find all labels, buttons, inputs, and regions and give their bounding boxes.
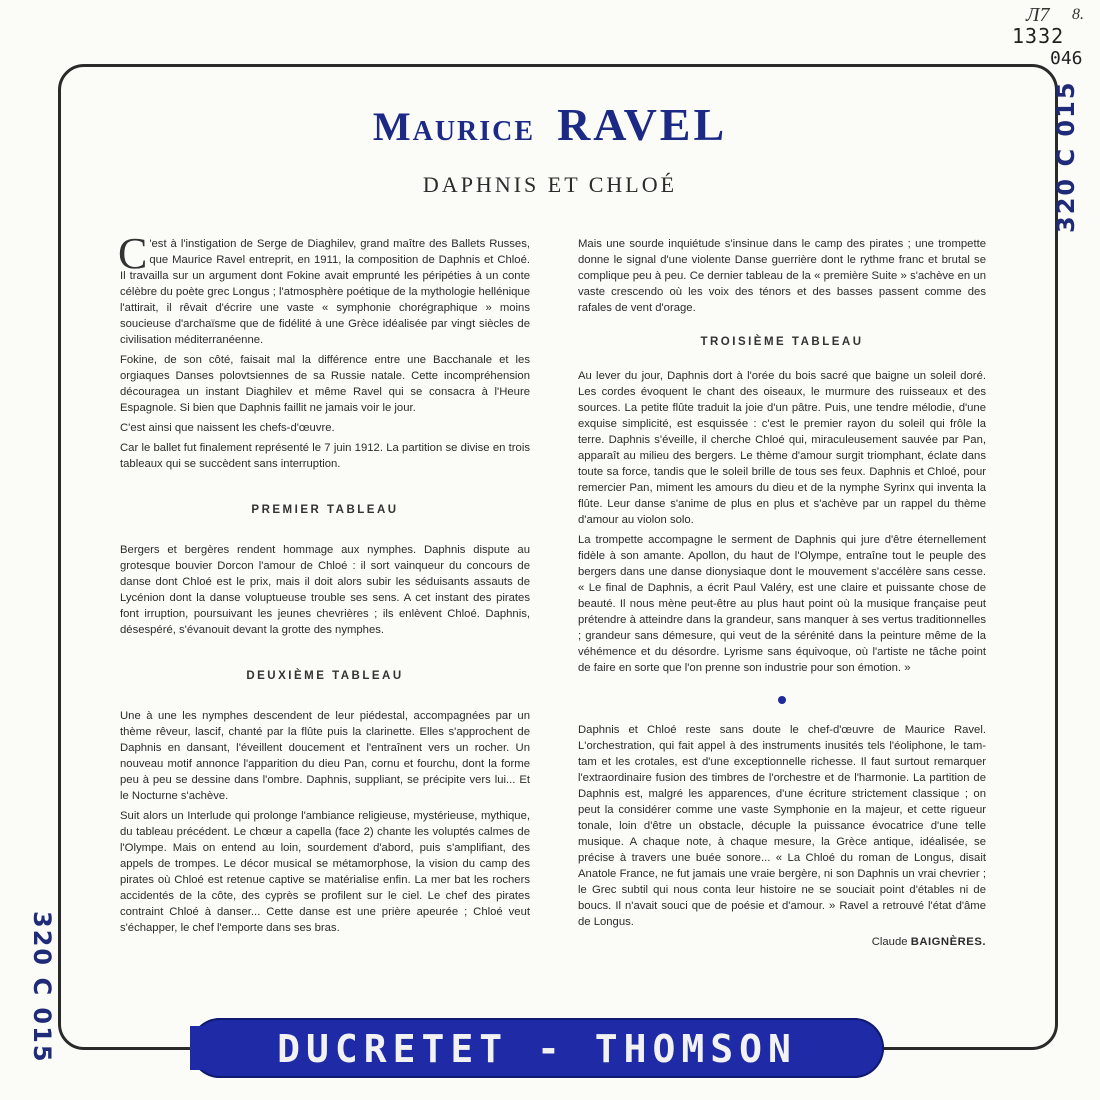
catalog-number-top: 320 C 015 (1052, 80, 1080, 233)
deuxieme-tableau-text-2: Suit alors un Interlude qui prolonge l'ambiance religieuse, mystérieuse, mythique, du tableau précédent. Le chœur a capella (face 2) chante les voluptés calmes de l'Olympe. Mais on entend au loin, sourdement d'abord, puis s'amplifiant, des appels de trompes. Le décor musical se métamorphose, la vision du camp des pirates où Chloé est retenue captive se matérialise enfin. La mer bat les rochers accidentés de la côte, des cyprès se profilent sur le ciel. Le chef des pirates contraint Chloé à danser... Cette danse est une prière apeurée ; Chloé veut s'échapper, le chef l'emporte dans ses bras. (120, 810, 530, 934)
composer-first-name: Maurice (372, 104, 536, 149)
intro-paragraph-4: Car le ballet fut finalement représenté le 7 juin 1912. La partition se divise en trois tableaux qui se succèdent sans interruption. (120, 442, 530, 470)
handwritten-note: Л7 (1026, 4, 1050, 26)
intro-paragraph-3: C'est ainsi que naissent les chefs-d'œuvre. (120, 422, 335, 434)
section-heading-premier: PREMIER TABLEAU (251, 504, 399, 516)
conclusion-text: Daphnis et Chloé reste sans doute le chef-d'œuvre de Maurice Ravel. L'orchestration, qui fait appel à des instruments inusités tels l'éoliphone, le tam-tam et les crotales, est d'une exceptionnelle richesse. Il faut surtout remarquer l'extraordinaire fusion des timbres de l'orchestre et de l'harmonie. La partition de Daphnis est, malgré les apparences, d'une écriture strictement classique ; on peut la considérer comme une vaste Symphonie en la majeur, et cette rigueur tonale, loin d'être un obstacle, décuple la puissance évocatrice d'une telle musique. A chaque note, à chaque mesure, la Grèce antique, idéalisée, se précise à travers une buée sonore... « La Chloé du roman de Longus, disait Anatole France, ne fut jamais une vraie bergère, ni son Daphnis un vrai chevrier ; le Grec subtil qui nous conta leur histoire ne se souciait point d'étables ni de boucs. Il n'avait souci que de poésie et d'amour. » Ravel a retrouvé l'état d'âme de Longus. (578, 724, 986, 928)
catalog-number-bottom: 320 C 015 (28, 911, 56, 1064)
deuxieme-tableau-continued: Mais une sourde inquiétude s'insinue dans le camp des pirates ; une trompette donne le signal d'une violente Danse guerrière dont le rythme franc et brutal se complique peu à peu. Ce dernier tableau de la « première Suite » s'achève en un vaste crescendo où les voix des ténors et des basses passent comme des rafales de vent d'orage. (578, 238, 986, 314)
troisieme-tableau-text-1: Au lever du jour, Daphnis dort à l'orée du bois sacré que baigne un soleil doré. Les cordes évoquent le chant des oiseaux, le murmure des ruisseaux et des sources. La petite flûte traduit la joie d'un pâtre. Puis, une tendre mélodie, d'une exquise simplicité, est esquissée : c'est le premier rayon du soleil qui frôle la terre. Daphnis s'éveille, il cherche Chloé qui, miraculeusement sauvée par Pan, apparaît au milieu des bergers. Le thème d'amour surgit triomphant, éclate dans toute sa force, tandis que le soleil brille de tous ses feux. Daphnis et Chloé, pour remercier Pan, miment les amours du dieu et de la nymphe Syrinx qui inventa la flûte. Leur danse s'anime de plus en plus et s'achève par un rappel du thème d'amour au violon solo. (578, 370, 986, 526)
author-signature (578, 934, 986, 950)
premier-tableau-text: Bergers et bergères rendent hommage aux nymphes. Daphnis dispute au grotesque bouvier Dorcon l'amour de Chloé : il sort vainqueur du concours de danse dont Chloé est le prix, mais il doit alors subir les séduisants assauts de Lycénion dont la danse voluptueuse trouble ses sens. A cet instant des pirates font irruption, poursuivant les jeunes chevrières ; ils enlèvent Chloé. Daphnis, désespéré, s'évanouit devant la grotte des nymphes. (120, 544, 530, 636)
label-banner (190, 1018, 884, 1078)
drop-cap: C (118, 229, 148, 278)
author-last-name: BAIGNÈRES. (910, 936, 986, 948)
bullet-divider (778, 696, 786, 704)
handwritten-note-2: 8. (1072, 6, 1084, 23)
composer-last-name: RAVEL (557, 99, 728, 150)
intro-paragraph-2: Fokine, de son côté, faisait mal la différence entre une Bacchanale et les orgiaques Danses polovtsiennes de sa Russie natale. Cette incompréhension découragea un instant Diaghilev et même Ravel qui se consacra à l'Heure Espagnole. Si bien que Daphnis faillit ne jamais voir le jour. (120, 354, 530, 414)
section-heading-troisieme: TROISIÈME TABLEAU (700, 336, 864, 348)
deuxieme-tableau-text-1: Une à une les nymphes descendent de leur piédestal, accompagnées par un thème rêveur, lascif, chanté par la flûte puis la clarinette. Elles s'approchent de Daphnis en dansant, l'éveillent doucement et l'entraînent vers un rocher. Un nouveau motif annonce l'apparition du dieu Pan, cornu et fourchu, dont la forme peu à peu se dessine dans l'ombre. Daphnis, suppliant, se précipite vers lui... Et le Nocturne s'achève. (120, 710, 530, 802)
label-brand: DUCRETET - THOMSON (277, 1027, 797, 1071)
section-heading-deuxieme: DEUXIÈME TABLEAU (246, 670, 404, 682)
intro-paragraph (118, 229, 530, 348)
intro-text: 'est à l'instigation de Serge de Diaghilev, grand maître des Ballets Russes, que Maurice Ravel entreprit, en 1911, la composition de Daphnis et Chloé. Il travailla sur un argument dont Fokine avait emprunté les péripéties à un conte célèbre du poète grec Longus ; l'atmosphère poétique de la mythologie hellénique l'attirait, il rêvait d'écrire une vaste « symphonie chorégraphique » moins soucieuse d'archaïsme que de fidélité à une Grèce idéalisée par vingt siècles de civilisation méditerranéenne. (120, 238, 530, 346)
right-column (578, 236, 986, 954)
work-title: DAPHNIS ET CHLOÉ (422, 172, 678, 197)
stamp-number: 1332 (1012, 24, 1065, 48)
author-first-name: Claude (871, 936, 908, 948)
stamp-subnumber: 046 (1050, 48, 1083, 69)
troisieme-tableau-text-2: La trompette accompagne le serment de Daphnis qui jure d'être éternellement fidèle à son amante. Apollon, du haut de l'Olympe, entraîne tout le peuple des bergers dans une danse dionysiaque dont le mouvement s'accélère sans cesse. « Le final de Daphnis, a écrit Paul Valéry, est une claire et puissante chose de beauté. Il nous mène peut-être au plus haut point où la musique française peut prétendre à atteindre dans la grandeur, sans manquer à ses vertus traditionnelles ; grandeur sans démesure, qui veut de la sérénité dans la peinture même de la véhémence et du désordre. Lyrisme sans équivoque, où l'artiste ne tâche point de faire en sorte que l'on prenne son industrie pour son émotion. » (578, 534, 986, 674)
left-column (118, 229, 530, 940)
composer-title (0, 98, 1100, 151)
